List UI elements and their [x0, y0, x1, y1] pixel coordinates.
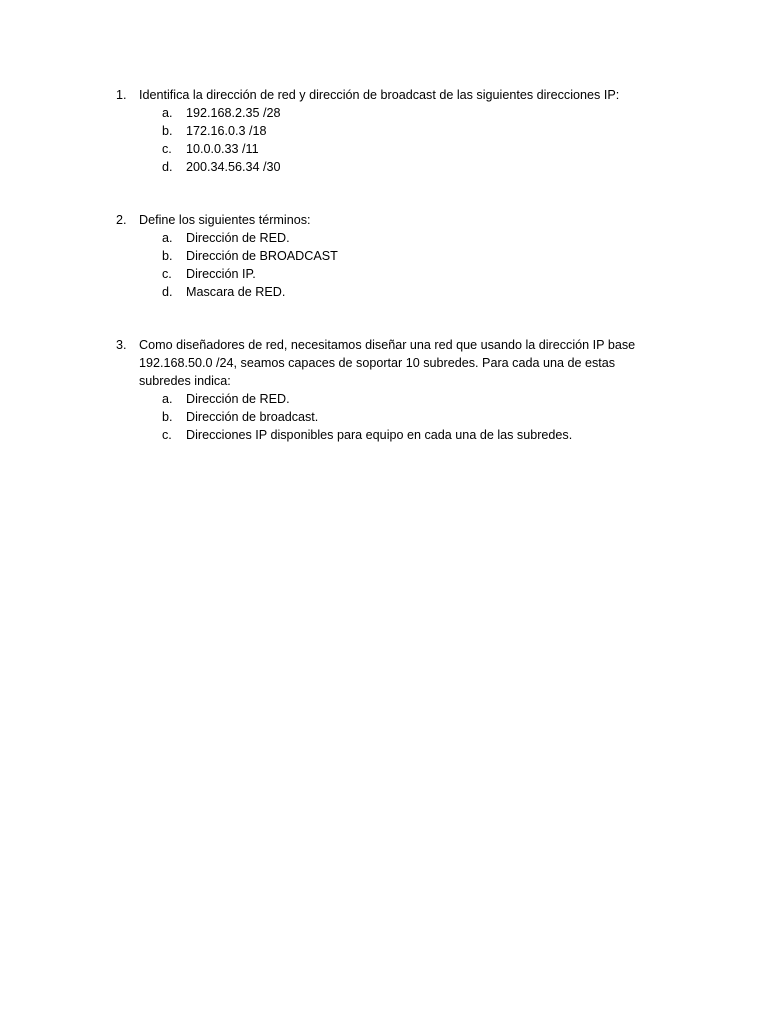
question-number: 1. [116, 88, 127, 102]
list-item [0, 265, 768, 283]
item-text: 172.16.0.3 /18 [186, 124, 267, 138]
item-text: Dirección de RED. [186, 392, 290, 406]
question-1-line [0, 86, 768, 104]
list-item [0, 390, 768, 408]
item-text: Dirección de RED. [186, 231, 290, 245]
item-text: Mascara de RED. [186, 285, 286, 299]
question-number: 3. [116, 338, 127, 352]
question-text: Identifica la dirección de red y dirección de broadcast de las siguientes direcciones IP: [139, 88, 620, 102]
question-number: 2. [116, 213, 127, 227]
item-letter: c. [162, 142, 172, 156]
question-1-items [0, 104, 768, 176]
item-letter: b. [162, 124, 173, 138]
item-text: Dirección de BROADCAST [186, 249, 338, 263]
item-letter: b. [162, 410, 173, 424]
question-2-line [0, 211, 768, 229]
item-text: Direcciones IP disponibles para equipo en cada una de las subredes. [186, 428, 573, 442]
item-letter: a. [162, 106, 173, 120]
item-letter: c. [162, 267, 172, 281]
item-text: 200.34.56.34 /30 [186, 160, 281, 174]
question-2-items [0, 229, 768, 301]
question-3 [0, 336, 768, 446]
question-1 [0, 86, 768, 211]
list-item [0, 140, 768, 158]
item-letter: b. [162, 249, 173, 263]
question-text: Define los siguientes términos: [139, 213, 311, 227]
item-text: Dirección IP. [186, 267, 256, 281]
list-item [0, 158, 768, 176]
list-item [0, 283, 768, 301]
list-item [0, 426, 768, 444]
document-body [0, 86, 768, 446]
question-3-line [0, 336, 768, 390]
question-text: Como diseñadores de red, necesitamos diseñar una red que usando la dirección IP base 192.168.50.0 /24, seamos capaces de soportar 10 subredes. Para cada una de estas subredes indica: [139, 338, 636, 388]
item-text: 192.168.2.35 /28 [186, 106, 281, 120]
list-item [0, 229, 768, 247]
item-letter: c. [162, 428, 172, 442]
list-item [0, 104, 768, 122]
question-3-items [0, 390, 768, 444]
list-item [0, 408, 768, 426]
question-2 [0, 211, 768, 336]
item-letter: d. [162, 160, 173, 174]
list-item [0, 247, 768, 265]
list-item [0, 122, 768, 140]
item-text: 10.0.0.33 /11 [186, 142, 259, 156]
item-letter: a. [162, 392, 173, 406]
item-letter: d. [162, 285, 173, 299]
item-letter: a. [162, 231, 173, 245]
item-text: Dirección de broadcast. [186, 410, 319, 424]
